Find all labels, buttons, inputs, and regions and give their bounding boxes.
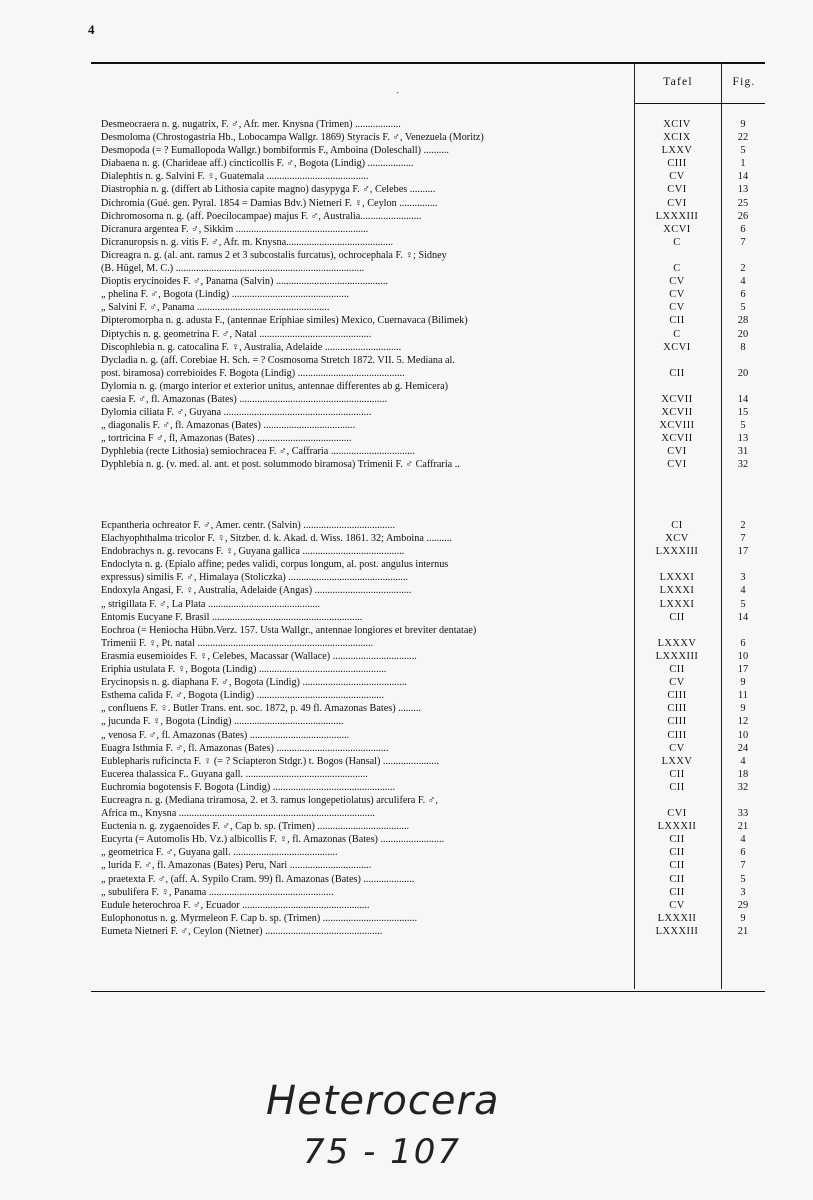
table-row xyxy=(91,314,765,327)
table-row xyxy=(91,393,765,406)
fig-value: 13 xyxy=(737,184,749,196)
fig-value: 10 xyxy=(737,650,749,662)
table-row xyxy=(91,532,765,545)
table-row xyxy=(91,545,765,558)
handwritten-note-title: Heterocera xyxy=(266,1078,500,1124)
table-row xyxy=(91,519,765,532)
table-row xyxy=(91,301,765,314)
tafel-value: CV xyxy=(669,171,685,183)
fig-value: 13 xyxy=(737,433,749,445)
entry-text: Endoxyla Angasi, F. ♀, Australia, Adelaide (Angas) ...................................... xyxy=(101,585,412,597)
fig-value: 8 xyxy=(740,341,746,353)
tafel-value: CV xyxy=(669,302,685,314)
table-row xyxy=(91,702,765,715)
table-row xyxy=(91,611,765,624)
entry-text: Entomis Eucyane F. Brasil ........................................................... xyxy=(101,611,363,623)
tafel-value: XCVII xyxy=(661,393,693,405)
fig-value: 7 xyxy=(740,236,746,248)
table-row xyxy=(91,458,765,471)
fig-value: 4 xyxy=(740,834,746,846)
fig-value: 17 xyxy=(737,664,749,676)
entry-text: „ strigillata F. ♂, La Plata ............................................ xyxy=(101,598,321,610)
fig-value: 9 xyxy=(740,677,746,689)
tafel-value: CIII xyxy=(667,729,687,741)
header-tafel: Tafel xyxy=(663,76,693,88)
table-row xyxy=(91,637,765,650)
entry-text: Trimenii F. ♀, Pt. natal ..................................................................... xyxy=(101,637,374,649)
entry-text: Eumeta Nietneri F. ♂, Ceylon (Nietner) .............................................. xyxy=(101,925,383,937)
table-row xyxy=(91,354,765,367)
fig-value: 5 xyxy=(740,598,746,610)
table-row xyxy=(91,584,765,597)
table-row xyxy=(91,755,765,768)
tafel-value: CII xyxy=(669,768,685,780)
fig-value: 18 xyxy=(737,768,749,780)
table-row xyxy=(91,236,765,249)
tafel-value: CIII xyxy=(667,716,687,728)
fig-value: 26 xyxy=(737,210,749,222)
fig-value: 5 xyxy=(740,302,746,314)
fig-value: 20 xyxy=(737,367,749,379)
tafel-value: CI xyxy=(671,520,683,531)
entry-text: Eriphia ustulata F. ♀, Bogota (Lindig) .................................................. xyxy=(101,664,387,676)
entry-text: Diptychis n. g. geometrina F. ♂, Natal ............................................ xyxy=(101,328,372,340)
fig-value: 10 xyxy=(737,729,749,741)
entry-text: „ tortricina F ♂, fl, Amazonas (Bates) ..................................... xyxy=(101,433,352,445)
table-row xyxy=(91,445,765,458)
entry-text: Dycladia n. g. (aff. Corebiae H. Sch. = ? Cosmosoma Stretch 1872. VII. 5. Mediana al. xyxy=(101,354,455,366)
tafel-value: CIII xyxy=(667,703,687,715)
fig-value: 24 xyxy=(737,742,749,754)
fig-value: 4 xyxy=(740,276,746,288)
entry-text: expressus) similis F. ♂, Himalaya (Stoliczka) ............................................... xyxy=(101,572,409,584)
tafel-value: CII xyxy=(669,367,685,379)
table-row xyxy=(91,183,765,196)
table-row xyxy=(91,715,765,728)
entry-text: Erycinopsis n. g. diaphana F. ♂, Bogota (Lindig) ......................................... xyxy=(101,677,407,689)
tafel-value: C xyxy=(673,328,681,340)
table-row xyxy=(91,558,765,571)
page-number: 4 xyxy=(88,22,95,37)
entry-text: Dichromia (Gué. gen. Pyral. 1854 = Damias Bdv.) Nietneri F. ♀, Ceylon ............... xyxy=(101,197,438,209)
fig-value: 31 xyxy=(737,446,749,458)
fig-value: 9 xyxy=(740,912,746,924)
tafel-value: LXXXI xyxy=(659,572,695,584)
header-rule xyxy=(634,103,765,104)
table-row xyxy=(91,170,765,183)
table-row xyxy=(91,925,765,938)
fig-value: 29 xyxy=(737,899,749,911)
entry-text: post. biramosa) correbioides F. Bogota (Lindig) .......................................... xyxy=(101,367,405,379)
tafel-value: CII xyxy=(669,315,685,327)
tafel-value: CVI xyxy=(667,184,687,196)
table-row xyxy=(91,275,765,288)
tafel-value: CVI xyxy=(667,197,687,209)
table-row xyxy=(91,768,765,781)
entry-text: Eudule heterochroa F. ♂, Ecuador .................................................. xyxy=(101,899,370,911)
fig-value: 7 xyxy=(740,860,746,872)
table-row xyxy=(91,432,765,445)
tafel-value: XCVII xyxy=(661,407,693,419)
fig-value: 11 xyxy=(737,690,748,702)
tafel-value: CII xyxy=(669,860,685,872)
fig-value: 28 xyxy=(737,315,749,327)
table-row xyxy=(91,899,765,912)
table-row xyxy=(91,380,765,393)
fig-value: 4 xyxy=(740,755,746,767)
fig-value: 15 xyxy=(737,407,749,419)
fig-value: 20 xyxy=(737,328,749,340)
entry-text: Eulophonotus n. g. Myrmeleon F. Cap b. sp. (Trimen) ..................................... xyxy=(101,912,418,924)
fig-value: 14 xyxy=(737,171,749,183)
entry-text: Elachyophthalma tricolor F. ♀, Sitzber. d. k. Akad. d. Wiss. 1861. 32; Amboina .......... xyxy=(101,533,452,545)
table-row xyxy=(91,794,765,807)
tafel-value: CVI xyxy=(667,808,687,820)
entry-text: „ diagonalis F. ♂, fl. Amazonas (Bates) .................................... xyxy=(101,420,356,432)
tafel-value: CII xyxy=(669,886,685,898)
tafel-value: LXXXV xyxy=(657,637,697,649)
table-row xyxy=(91,650,765,663)
table-row xyxy=(91,367,765,380)
tafel-value: CII xyxy=(669,611,685,623)
fig-value: 12 xyxy=(737,716,749,728)
table-row xyxy=(91,131,765,144)
tafel-value: CV xyxy=(669,677,685,689)
fig-value: 21 xyxy=(737,821,749,833)
tafel-value: CIII xyxy=(667,690,687,702)
entry-text: „ venosa F. ♂, fl. Amazonas (Bates) ....................................... xyxy=(101,729,350,741)
section-e-entries xyxy=(91,519,765,938)
table-row xyxy=(91,859,765,872)
tafel-value: CVI xyxy=(667,446,687,458)
table-row xyxy=(91,833,765,846)
tafel-value: CVI xyxy=(667,459,687,471)
entry-text: (B. Hügel, M. C.) .......................................................................... xyxy=(101,263,365,275)
fig-value: 9 xyxy=(740,119,746,130)
tafel-value: LXXXI xyxy=(659,598,695,610)
entry-text: Esthema calida F. ♂, Bogota (Lindig) .................................................. xyxy=(101,690,384,702)
tafel-value: CII xyxy=(669,873,685,885)
table-row xyxy=(91,210,765,223)
entry-text: Euctenia n. g. zygaenoides F. ♂, Cap b. sp. (Trimen) .................................... xyxy=(101,821,410,833)
section-d-entries xyxy=(91,118,765,472)
fig-value: 4 xyxy=(740,585,746,597)
fig-value: 3 xyxy=(740,886,746,898)
tafel-value: LXXXIII xyxy=(655,925,699,937)
entry-text: Diabaena n. g. (Charideae aff.) cincticollis F. ♂, Bogota (Lindig) .................. xyxy=(101,158,414,170)
entry-text: Dioptis erycinoides F. ♂, Panama (Salvin) ............................................ xyxy=(101,276,388,288)
entry-text: Dialephtis n. g. Salvini F. ♀, Guatemala ........................................ xyxy=(101,171,369,183)
fig-value: 5 xyxy=(740,873,746,885)
fig-value: 6 xyxy=(740,289,746,301)
entry-text: Discophlebia n. g. catocalina F. ♀, Australia, Adelaide .............................. xyxy=(101,341,402,353)
table-row xyxy=(91,419,765,432)
tafel-value: LXXV xyxy=(661,755,693,767)
entry-text: Dicranura argentea F. ♂, Sikkim .................................................... xyxy=(101,223,369,235)
entry-text: Euagra Isthmia F. ♂, fl. Amazonas (Bates) ............................................ xyxy=(101,742,389,754)
entry-text: Dicreagra n. g. (al. ant. ramus 2 et 3 subcostalis furcatus), ochrocephala F. ♀; Sidney xyxy=(101,249,447,261)
tafel-value: XCVI xyxy=(663,223,691,235)
table-row xyxy=(91,886,765,899)
entry-text: Euchromia bogotensis F. Bogota (Lindig) ................................................ xyxy=(101,781,396,793)
tafel-value: LXXXI xyxy=(659,585,695,597)
table-row xyxy=(91,341,765,354)
table-row xyxy=(91,912,765,925)
entry-text: „ phelina F. ♂, Bogota (Lindig) .............................................. xyxy=(101,289,349,301)
entry-text: „ praetexta F. ♂, (aff. A. Sypilo Cram. 99) fl. Amazonas (Bates) .................... xyxy=(101,873,415,885)
fig-value: 6 xyxy=(740,847,746,859)
entry-text: „ jucunda F. ♀, Bogota (Lindig) ........................................... xyxy=(101,716,344,728)
entry-text: „ geometrica F. ♂, Guyana gall. ......................................... xyxy=(101,847,338,859)
tafel-value: CII xyxy=(669,781,685,793)
tafel-value: C xyxy=(673,263,681,275)
table-row xyxy=(91,689,765,702)
entry-text: Eublepharis ruficincta F. ♀ (= ? Sciapteron Stdgr.) t. Bogos (Hansal) ...................... xyxy=(101,755,439,767)
fig-value: 25 xyxy=(737,197,749,209)
tafel-value: CII xyxy=(669,664,685,676)
entry-text: Endoclyta n. g. (Epialo affine; pedes validi, corpus longum, al. post. angulus internus xyxy=(101,559,449,571)
entry-text: Dylomia ciliata F. ♂, Guyana .......................................................... xyxy=(101,407,372,419)
tafel-value: LXXV xyxy=(661,145,693,157)
entry-text: Dylomia n. g. (margo interior et exterior unitus, antennae differentes ab g. Hemicera) xyxy=(101,380,449,392)
table-row xyxy=(91,742,765,755)
fig-value: 6 xyxy=(740,637,746,649)
table-row xyxy=(91,598,765,611)
tafel-value: CV xyxy=(669,276,685,288)
table-row xyxy=(91,571,765,584)
entry-text: Desmoloma (Chrostogastria Hb., Lobocampa Wallgr. 1869) Styracis F. ♂, Venezuela (Moritz) xyxy=(101,132,484,144)
fig-value: 21 xyxy=(737,925,749,937)
fig-value: 5 xyxy=(740,420,746,432)
entry-text: Diastrophia n. g. (differt ab Lithosia capite magno) dasypyga F. ♂, Celebes .......... xyxy=(101,184,436,196)
tafel-value: XCIV xyxy=(663,119,691,130)
table-row xyxy=(91,328,765,341)
table-row xyxy=(91,729,765,742)
handwritten-note-range: 75 - 107 xyxy=(303,1132,462,1172)
table-row xyxy=(91,223,765,236)
fig-value: 17 xyxy=(737,546,749,558)
entry-text: Desmopoda (= ? Eumallopoda Wallgr.) bombiformis F., Amboina (Doleschall) .......... xyxy=(101,145,449,157)
tafel-value: CV xyxy=(669,742,685,754)
tafel-value: CV xyxy=(669,899,685,911)
tafel-value: LXXXII xyxy=(657,821,697,833)
entry-text: Dyphlebia (recte Lithosia) semiochracea F. ♂, Caffraria ................................. xyxy=(101,446,415,458)
entry-text: „ confluens F. ♀. Butler Trans. ent. soc. 1872, p. 49 fl. Amazonas Bates) ......... xyxy=(101,703,422,715)
entry-text: Eucreagra n. g. (Mediana triramosa, 2. et 3. ramus longepetiolatus) arculifera F. ♂, xyxy=(101,794,438,806)
table-row xyxy=(91,873,765,886)
table-row xyxy=(91,807,765,820)
entry-text: „ subulifera F. ♀, Panama ................................................. xyxy=(101,886,334,898)
tafel-value: CV xyxy=(669,289,685,301)
entry-text: Eucerea thalassica F.. Guyana gall. ................................................ xyxy=(101,768,368,780)
tafel-value: CII xyxy=(669,847,685,859)
tafel-value: XCIX xyxy=(663,132,691,144)
tafel-value: LXXXIII xyxy=(655,650,699,662)
table-row xyxy=(91,144,765,157)
tafel-value: C xyxy=(673,236,681,248)
tafel-value: CII xyxy=(669,834,685,846)
fig-value: 5 xyxy=(740,145,746,157)
table-row xyxy=(91,624,765,637)
header-fig: Fig. xyxy=(732,76,756,88)
fig-value: 6 xyxy=(740,223,746,235)
entry-text: Eucyrta (= Automolis Hb. Vz.) albicollis F. ♀, fl. Amazonas (Bates) ......................... xyxy=(101,834,445,846)
fig-value: 3 xyxy=(740,572,746,584)
table-row xyxy=(91,406,765,419)
table-row xyxy=(91,197,765,210)
table-row xyxy=(91,676,765,689)
entry-text: Dichromosoma n. g. (aff. Poecilocampae) majus F. ♂, Australia........................ xyxy=(101,210,422,222)
tafel-value: LXXXIII xyxy=(655,546,699,558)
tafel-value: XCVI xyxy=(663,341,691,353)
tafel-value: XCVIII xyxy=(659,420,695,432)
tafel-value: LXXXII xyxy=(657,912,697,924)
entry-text: Africa m., Knysna ............................................................................. xyxy=(101,808,375,820)
fig-value: 32 xyxy=(737,459,749,471)
table-row xyxy=(91,118,765,131)
fig-value: 9 xyxy=(740,703,746,715)
fig-value: 7 xyxy=(740,533,746,545)
table-row xyxy=(91,249,765,262)
entry-text: Dyphlebia n. g. (v. med. al. ant. et post. solummodo biramosa) Trimenii F. ♂ Caffraria .. xyxy=(101,459,460,471)
entry-text: Desmeocraera n. g. nugatrix, F. ♂, Afr. mer. Knysna (Trimen) .................. xyxy=(101,119,401,130)
entry-text: Dicranuropsis n. g. vitis F. ♂, Afr. m. Knysna.......................................... xyxy=(101,236,394,248)
entry-text: „ lurida F. ♂, fl. Amazonas (Bates) Peru, Nari ................................ xyxy=(101,860,372,872)
entry-text: Dipteromorpha n. g. adusta F., (antennae Eriphiae similes) Mexico, Cuernavaca (Bilimek) xyxy=(101,315,468,327)
entry-text: Ecpantheria ochreator F. ♂, Amer. centr. (Salvin) .................................... xyxy=(101,520,395,531)
fig-value: 33 xyxy=(737,808,749,820)
tafel-value: XCVII xyxy=(661,433,693,445)
fig-value: 32 xyxy=(737,781,749,793)
tafel-value: CIII xyxy=(667,158,687,170)
entry-text: caesia F. ♂, fl. Amazonas (Bates) .......................................................... xyxy=(101,393,388,405)
fig-value: 2 xyxy=(740,263,746,275)
table-row xyxy=(91,262,765,275)
tafel-value: XCV xyxy=(665,533,689,545)
entry-text: Endobrachys n. g. revocans F. ♀, Guyana gallica ........................................ xyxy=(101,546,405,558)
table-row xyxy=(91,781,765,794)
fig-value: 2 xyxy=(740,520,746,531)
table-row xyxy=(91,157,765,170)
header-tick-mark: ˎ xyxy=(396,83,400,94)
table-row xyxy=(91,288,765,301)
table-row xyxy=(91,846,765,859)
entry-text: Erasmia eusemioides F. ♀, Celebes, Macassar (Wallace) ................................. xyxy=(101,650,417,662)
fig-value: 22 xyxy=(737,132,749,144)
fig-value: 14 xyxy=(737,611,749,623)
table-row xyxy=(91,820,765,833)
tafel-value: LXXXIII xyxy=(655,210,699,222)
entry-text: Eochroa (= Heniocha Hübn.Verz. 157. Usta Wallgr., antennae longiores et breviter dentatae) xyxy=(101,624,477,636)
table-row xyxy=(91,663,765,676)
entry-text: „ Salvini F. ♂, Panama .................................................... xyxy=(101,302,330,314)
fig-value: 1 xyxy=(740,158,746,170)
fig-value: 14 xyxy=(737,393,749,405)
